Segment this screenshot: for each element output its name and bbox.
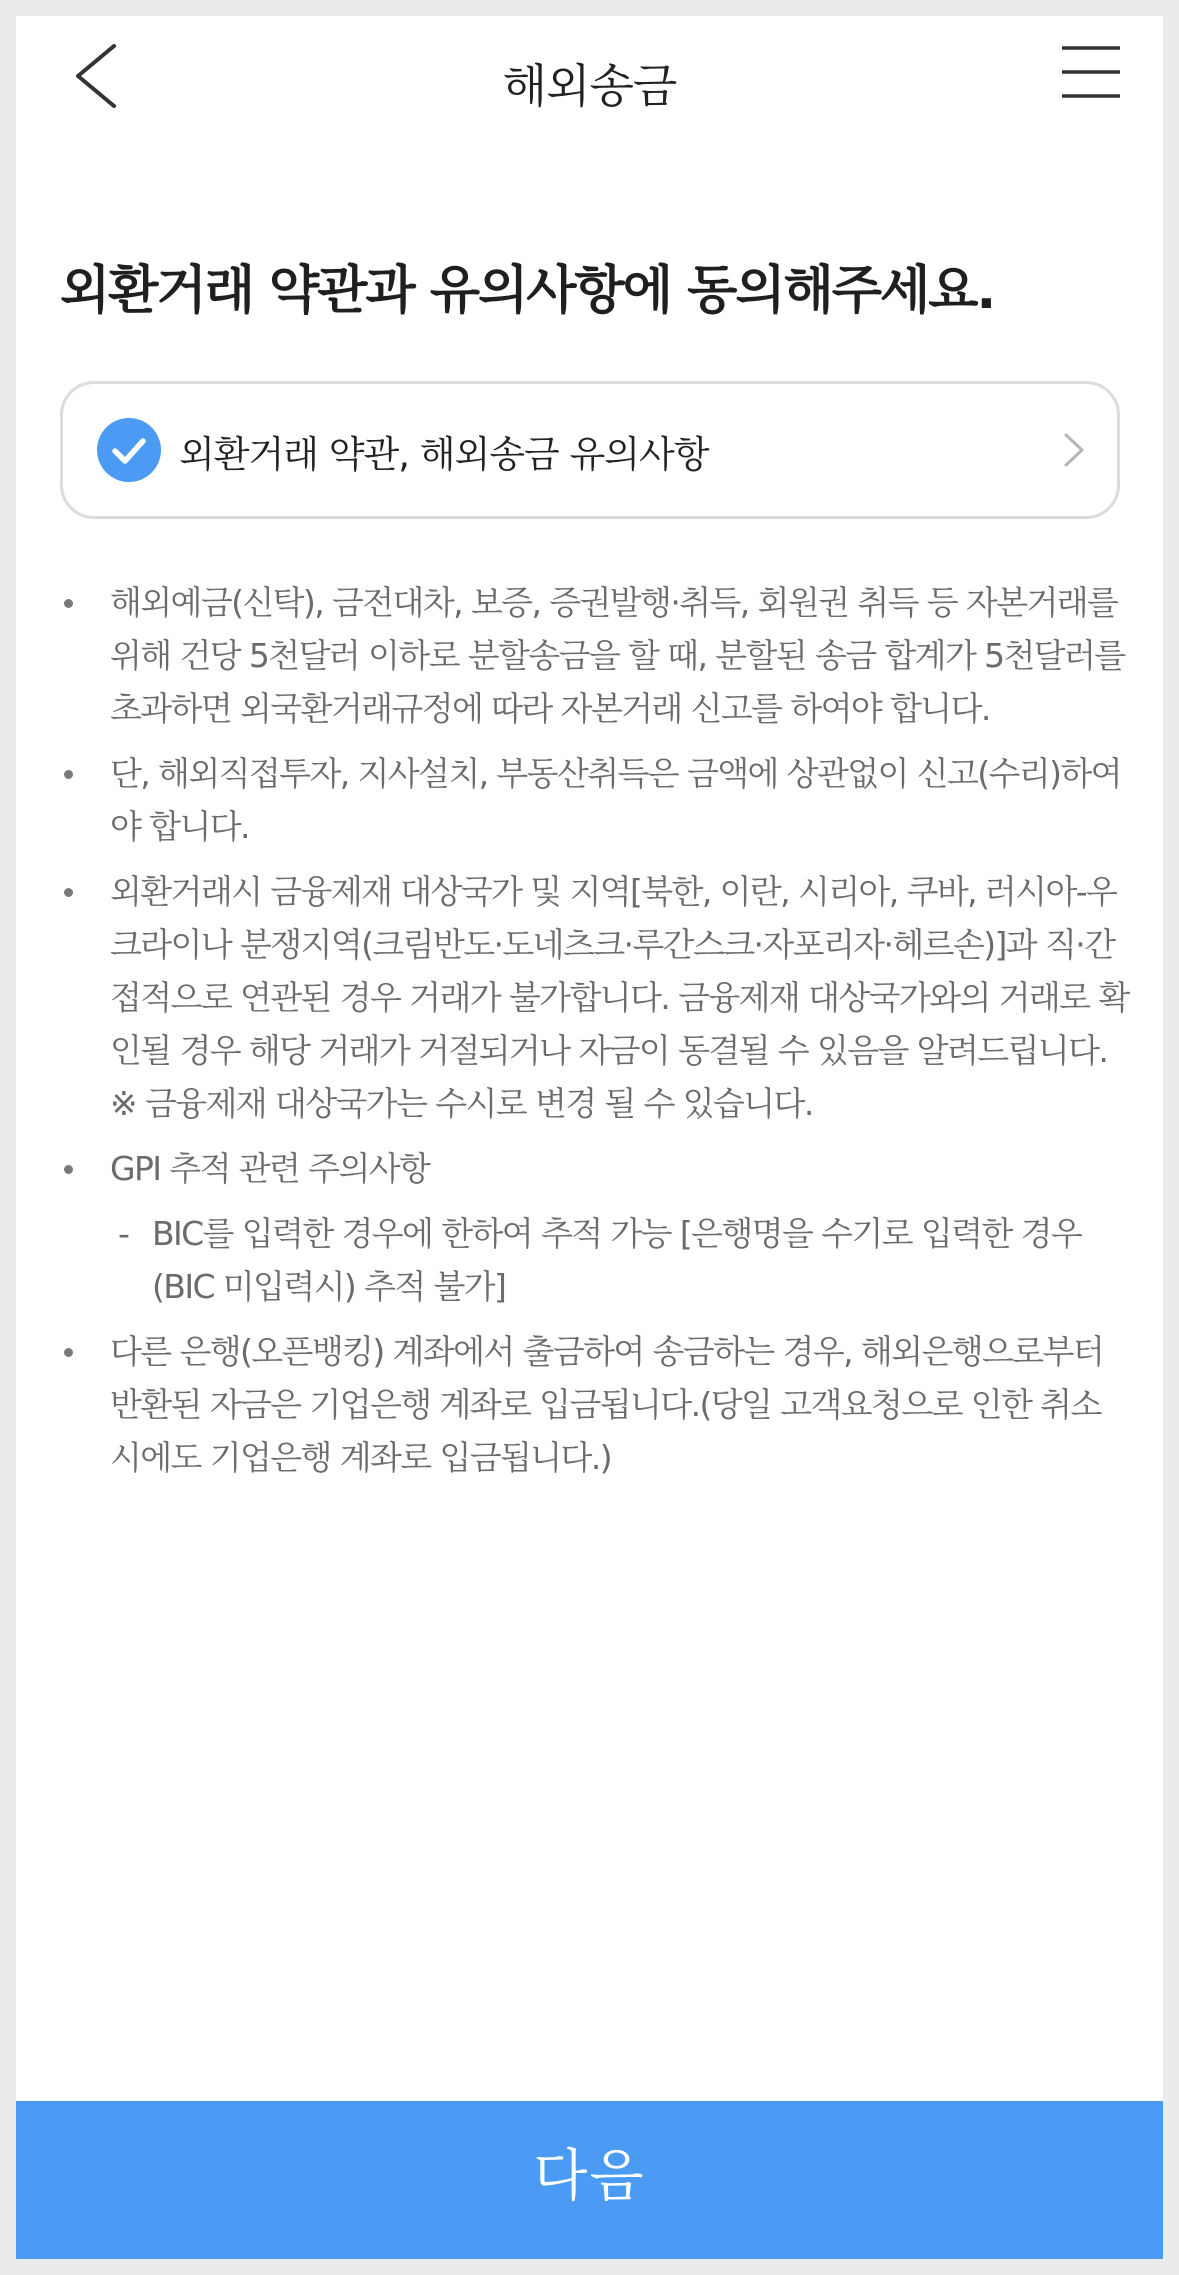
notice-text: 다른 은행(오픈뱅킹) 계좌에서 출금하여 송금하는 경우, 해외은행으로부터 반환된 자금은 기업은행 계좌로 입금됩니다.(당일 고객요청으로 인한 취소 시에도 기업은행 계좌로 입금됩니다.) — [110, 1332, 1104, 1477]
notice-list — [60, 576, 1130, 1496]
bullet-dot-icon — [64, 599, 73, 608]
sub-item-dash: - — [118, 1214, 129, 1253]
hamburger-menu-icon — [1060, 42, 1122, 102]
notice-item — [60, 747, 1130, 853]
notice-text: 해외예금(신탁), 금전대차, 보증, 증권발행·취득, 회원권 취득 등 자본거래를 위해 건당 5천달러 이하로 분할송금을 할 때, 분할된 송금 합계가 5천달러를 초과하면 외국환거래규정에 따라 자본거래 신고를 하여야 합니다. — [110, 583, 1125, 728]
bullet-dot-icon — [64, 1348, 73, 1357]
notice-sub-item — [60, 1207, 1130, 1313]
notice-text: 외환거래시 금융제재 대상국가 및 지역[북한, 이란, 시리아, 쿠바, 러시아-우크라이나 분쟁지역(크림반도·도네츠크·루간스크·자포리자·헤르손)]과 직·간접적으로 연관된 경우 거래가 불가합니다. 금융제재 대상국가와의 거래로 확인될 경우 해당 거래가 거절되거나 자금이 동결될 수 있음을 알려드립니다. — [110, 872, 1129, 1070]
page-title: 외환거래 약관과 유의사항에 동의해주세요. — [60, 261, 995, 321]
notice-note: ※ 금융제재 대상국가는 수시로 변경 될 수 있습니다. — [110, 1084, 813, 1123]
next-button[interactable]: 다음 — [16, 2101, 1163, 2259]
bullet-dot-icon — [64, 1165, 73, 1174]
header — [16, 16, 1163, 136]
notice-item — [60, 1142, 1130, 1195]
header-title: 해외송금 — [502, 59, 677, 113]
notice-text: 단, 해외직접투자, 지사설치, 부동산취득은 금액에 상관없이 신고(수리)하여야 합니다. — [110, 754, 1121, 846]
menu-button[interactable] — [1060, 42, 1122, 102]
notice-sub-text: BIC를 입력한 경우에 한하여 추적 가능 [은행명을 수기로 입력한 경우(BIC 미입력시) 추적 불가] — [152, 1214, 1082, 1306]
agreement-label: 외환거래 약관, 해외송금 유의사항 — [179, 433, 709, 476]
bullet-dot-icon — [64, 770, 73, 779]
bullet-dot-icon — [64, 888, 73, 897]
notice-item — [60, 1325, 1130, 1484]
notice-item — [60, 865, 1130, 1130]
check-circle-icon[interactable] — [97, 418, 161, 482]
notice-item — [60, 576, 1130, 735]
notice-text: GPI 추적 관련 주의사항 — [110, 1149, 430, 1188]
screen — [16, 16, 1163, 2259]
agreement-checkbox-row[interactable] — [60, 381, 1120, 519]
chevron-right-icon[interactable] — [1063, 432, 1085, 468]
